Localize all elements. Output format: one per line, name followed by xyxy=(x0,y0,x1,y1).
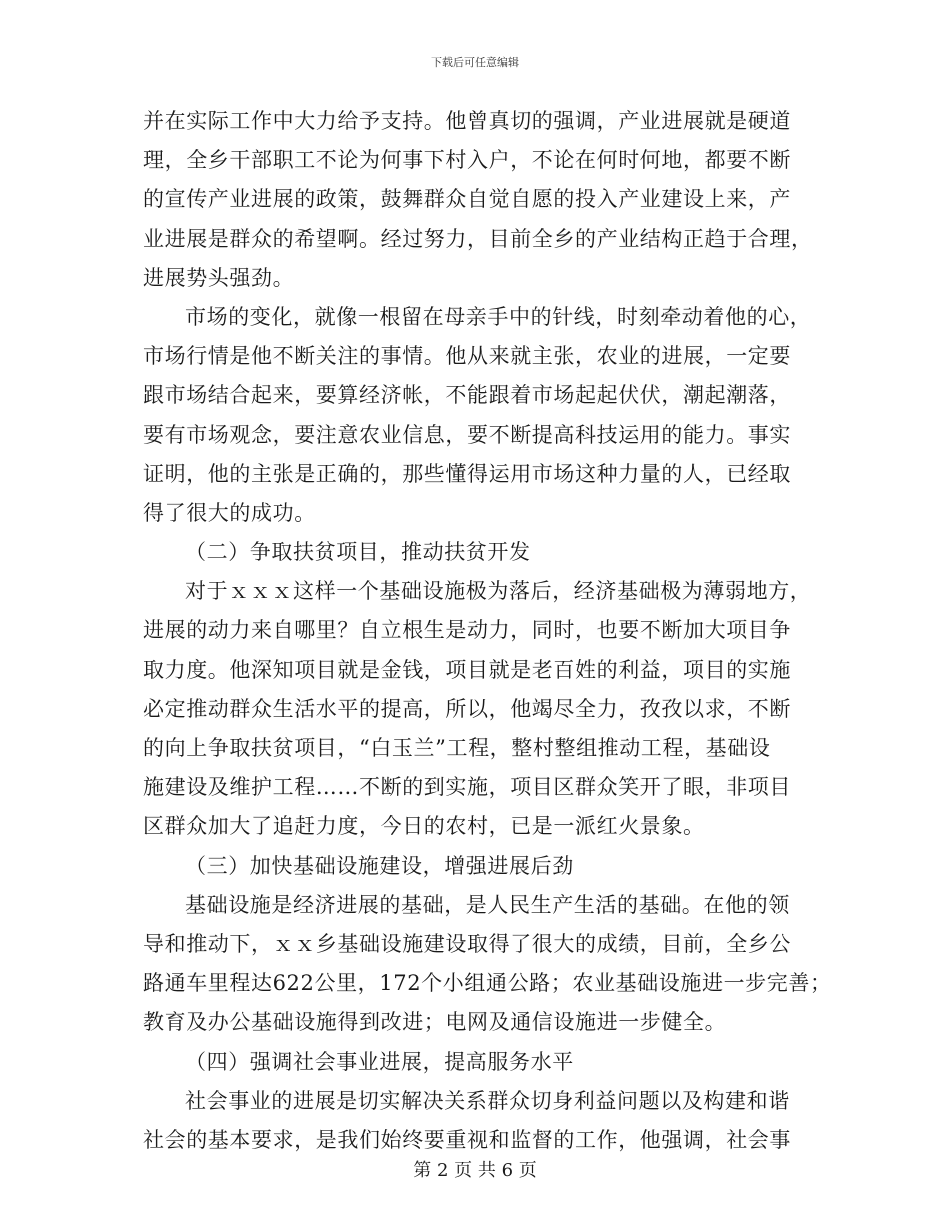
text-line: 路通车里程达622公里，172个小组通公路；农业基础设施进一步完善； xyxy=(143,971,832,996)
text-line: 市场行情是他不断关注的事情。他从来就主张，农业的进展，一定要 xyxy=(143,344,791,369)
text-line: 导和推动下，ｘｘ乡基础设施建设取得了很大的成绩，目前，全乡公 xyxy=(143,931,791,956)
text-line: 对于ｘｘｘ这样一个基础设施极为落后，经济基础极为薄弱地方， xyxy=(185,579,812,604)
text-line: 跟市场结合起来，要算经济帐，不能跟着市场起起伏伏，潮起潮落， xyxy=(143,383,791,408)
text-line: 必定推动群众生活水平的提高，所以，他竭尽全力，孜孜以求，不断 xyxy=(143,696,791,721)
text-line: 社会事业的进展是切实解决关系群众切身利益问题以及构建和谐 xyxy=(185,1088,790,1113)
text-line: （二）争取扶贫项目，推动扶贫开发 xyxy=(185,540,531,565)
text-line: 的向上争取扶贫项目，“白玉兰”工程，整村整组推动工程，基础设 xyxy=(143,736,771,760)
page-number: 第 2 页 共 6 页 xyxy=(413,1160,537,1181)
text-line: 证明，他的主张是正确的，那些懂得运用市场这种力量的人，已经取 xyxy=(143,461,791,486)
text-line: 并在实际工作中大力给予支持。他曾真切的强调，产业进展就是硬道 xyxy=(143,109,791,133)
text-line: 教育及办公基础设施得到改进；电网及通信设施进一步健全。 xyxy=(143,1010,727,1035)
text-line: 市场的变化，就像一根留在母亲手中的针线，时刻牵动着他的心， xyxy=(185,304,812,329)
text-line: 取力度。他深知项目就是金钱，项目就是老百姓的利益，项目的实施 xyxy=(143,657,791,682)
text-line: 进展势头强劲。 xyxy=(143,265,295,290)
document-body xyxy=(143,102,832,1160)
text-line: 社会的基本要求，是我们始终要重视和监督的工作，他强调，社会事 xyxy=(143,1127,791,1152)
text-line: 基础设施是经济进展的基础，是人民生产生活的基础。在他的领 xyxy=(185,892,790,917)
text-line: 得了很大的成功。 xyxy=(143,500,316,525)
page-header: 下载后可任意编辑 xyxy=(431,56,519,69)
text-line: 理，全乡干部职工不论为何事下村入户，不论在何时何地，都要不断 xyxy=(143,148,791,173)
text-line: 要有市场观念，要注意农业信息，要不断提高科技运用的能力。事实 xyxy=(143,422,791,447)
text-line: 业进展是群众的希望啊。经过努力，目前全乡的产业结构正趋于合理， xyxy=(143,226,813,251)
text-line: 进展的动力来自哪里？自立根生是动力，同时，也要不断加大项目争 xyxy=(143,618,791,643)
text-line: 区群众加大了追赶力度，今日的农村，已是一派红火景象。 xyxy=(143,814,705,839)
text-line: 的宣传产业进展的政策，鼓舞群众自觉自愿的投入产业建设上来，产 xyxy=(143,187,791,212)
text-line: （四）强调社会事业进展，提高服务水平 xyxy=(185,1049,574,1074)
text-line: （三）加快基础设施建设，增强进展后劲 xyxy=(185,853,574,878)
text-line: 施建设及维护工程……不断的到实施，项目区群众笑开了眼，非项目 xyxy=(143,775,791,800)
